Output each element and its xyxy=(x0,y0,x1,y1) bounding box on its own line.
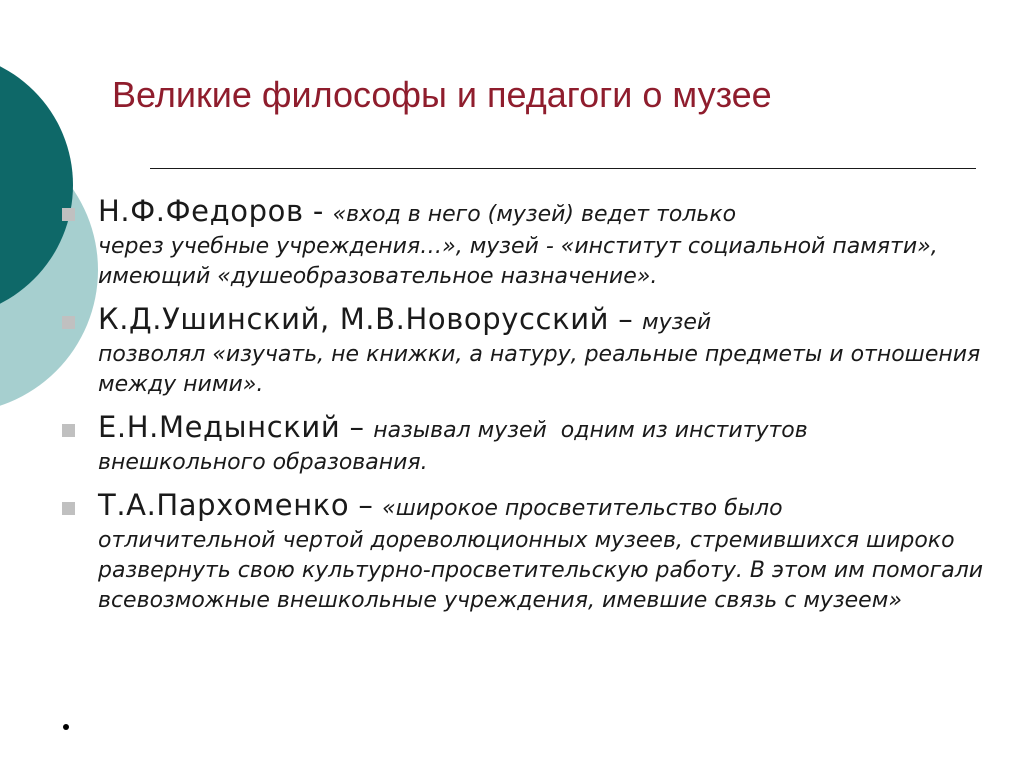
list-item xyxy=(62,410,992,478)
list-item xyxy=(62,302,992,400)
author-name: К.Д.Ушинский, М.В.Новорусский xyxy=(98,302,610,336)
square-bullet-icon xyxy=(62,316,75,329)
quote-continuation: отличительной чертой дореволюционных музеев, стремившихся широко развернуть свою культурно-просветительскую работу. В этом им помогали всевозможные внешкольные учреждения, имевшие связь с музеем» xyxy=(98,528,984,613)
quote-start: музей xyxy=(642,310,712,335)
item-first-line xyxy=(98,194,992,232)
bullet-list xyxy=(62,194,992,626)
dash: - xyxy=(303,194,333,228)
dash: – xyxy=(609,302,643,336)
dash: – xyxy=(340,410,374,444)
author-name: Н.Ф.Федоров xyxy=(98,194,304,228)
quote-start: «широкое просветительство было xyxy=(382,496,783,521)
square-bullet-icon xyxy=(62,502,75,515)
quote-continuation: через учебные учреждения…», музей - «институт социальной памяти», имеющий «душеобразовательное назначение». xyxy=(98,234,938,289)
author-name: Е.Н.Медынский xyxy=(98,410,341,444)
quote-continuation: позволял «изучать, не книжки, а натуру, реальные предметы и отношения между ними». xyxy=(98,342,981,397)
quote-start: называл музей одним из институтов xyxy=(373,418,808,443)
dash: – xyxy=(349,488,383,522)
square-bullet-icon xyxy=(62,424,75,437)
quote-continuation: внешкольного образования. xyxy=(98,450,428,475)
slide-title: Великие философы и педагоги о музее xyxy=(112,74,772,115)
empty-bullet-icon xyxy=(63,724,69,730)
author-name: Т.А.Пархоменко xyxy=(98,488,350,522)
list-item xyxy=(62,194,992,292)
list-item xyxy=(62,488,992,616)
title-divider xyxy=(150,168,976,169)
quote-start: «вход в него (музей) ведет только xyxy=(332,202,737,227)
item-first-line xyxy=(98,302,992,340)
item-first-line xyxy=(98,488,992,526)
item-first-line xyxy=(98,410,992,448)
square-bullet-icon xyxy=(62,208,75,221)
